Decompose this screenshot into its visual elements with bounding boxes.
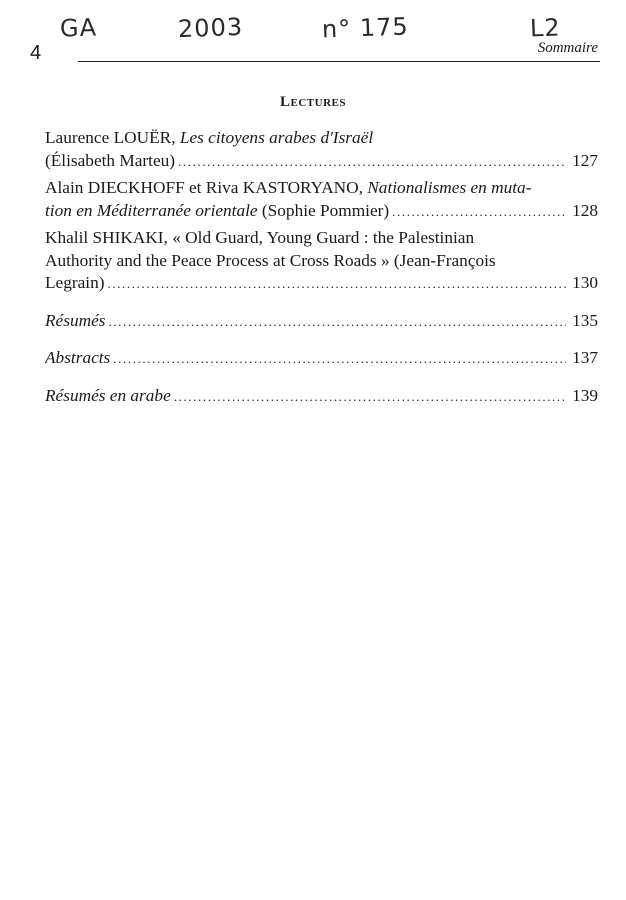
toc-line <box>45 385 598 409</box>
dot-leader <box>113 348 566 371</box>
dot-leader <box>392 201 566 224</box>
handwritten-note-l2: L2 <box>529 13 562 43</box>
entry-title-cont: tion en Méditerranée orientale <box>45 200 258 220</box>
section-title: Lectures <box>280 94 346 110</box>
entry-reviewer: (Élisabeth Marteu) <box>45 150 176 170</box>
handwritten-note-number: n° 175 <box>321 12 410 44</box>
dot-leader <box>108 311 566 334</box>
header-rule <box>78 61 600 62</box>
toc-line <box>45 200 598 224</box>
toc-entry-dieckhoff <box>45 177 598 223</box>
running-head: Sommaire <box>537 40 598 56</box>
entry-page: 127 <box>572 150 598 170</box>
toc-line <box>45 272 598 296</box>
entry-reviewer: (Sophie Pommier) <box>257 200 390 220</box>
toc-entry-shikaki <box>45 227 598 296</box>
toc-entry-resumes-arabe <box>45 385 598 409</box>
toc-line <box>45 347 598 371</box>
entry-reviewer: Legrain) <box>45 273 105 292</box>
entry-author: Alain DIECKHOFF et Riva KASTORYANO, <box>45 178 368 197</box>
entry-page: 137 <box>572 348 598 367</box>
toc-entry-louer <box>45 127 598 173</box>
handwritten-note-year: 2003 <box>177 12 244 44</box>
entry-page: 139 <box>572 385 598 405</box>
entry-label: Résumés en arabe <box>45 385 171 405</box>
entry-page: 135 <box>572 310 598 330</box>
toc-line <box>45 177 598 200</box>
entry-title: Nationalismes en muta- <box>367 178 532 197</box>
dot-leader <box>108 273 567 296</box>
toc-line <box>45 150 598 174</box>
entry-title: Les citoyens arabes d'Israël <box>179 128 374 147</box>
page-number: 4 <box>30 42 42 64</box>
dot-leader <box>178 151 566 174</box>
table-of-contents <box>45 127 598 412</box>
toc-entry-abstracts <box>45 347 598 371</box>
dot-leader <box>174 386 566 409</box>
toc-line: Authority and the Peace Process at Cross Roads » (Jean-François <box>45 250 496 270</box>
toc-line <box>45 310 598 334</box>
toc-entry-resumes <box>45 310 598 334</box>
entry-author: Laurence LOUËR, <box>45 128 180 147</box>
entry-page: 128 <box>572 200 598 220</box>
entry-page: 130 <box>572 273 598 292</box>
handwritten-note-ga: GA <box>59 13 98 43</box>
toc-line: Khalil SHIKAKI, « Old Guard, Young Guard : the Palestinian <box>45 228 475 247</box>
toc-line-text <box>45 200 389 223</box>
entry-label: Abstracts <box>45 348 111 367</box>
toc-line <box>45 127 598 150</box>
entry-label: Résumés <box>45 310 106 330</box>
